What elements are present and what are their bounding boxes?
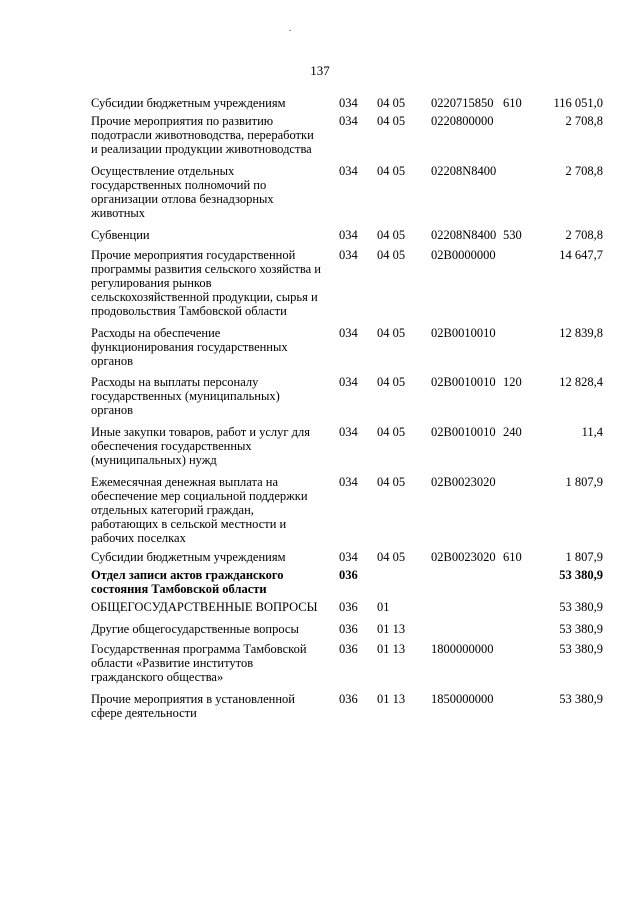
- row-name: Прочие мероприятия по развитию подотрасли животноводства, переработки и реализации продукции животноводства: [91, 114, 314, 156]
- row-rz: 04 05: [377, 475, 406, 489]
- row-ved: 034: [339, 375, 358, 389]
- row-rz: 04 05: [377, 375, 406, 389]
- row-sum: 2 708,8: [565, 114, 603, 128]
- row-ved: 036: [339, 622, 358, 636]
- row-sum: 116 051,0: [553, 96, 603, 110]
- row-csr: 02208N8400: [431, 164, 497, 178]
- row-ved: 034: [339, 164, 358, 178]
- row-name: Отдел записи актов гражданского состояния Тамбовской области: [91, 568, 284, 596]
- table-row: [0, 425, 640, 467]
- row-ved: 036: [339, 568, 358, 582]
- row-vr: 610: [503, 550, 522, 564]
- row-ved: 034: [339, 114, 358, 128]
- row-sum: 53 380,9: [559, 642, 603, 656]
- row-ved: 034: [339, 96, 358, 110]
- row-rz: 01: [377, 600, 390, 614]
- row-name: Осуществление отдельных государственных полномочий по организации отлова безнадзорных животных: [91, 164, 274, 220]
- row-name: Прочие мероприятия в установленной сфере деятельности: [91, 692, 295, 720]
- row-rz: 01 13: [377, 642, 406, 656]
- row-name: Другие общегосударственные вопросы: [91, 622, 299, 636]
- row-ved: 036: [339, 600, 358, 614]
- row-csr: 02В0010010: [431, 375, 496, 389]
- row-ved: 034: [339, 248, 358, 262]
- table-row: [0, 114, 640, 156]
- row-vr: 120: [503, 375, 522, 389]
- row-rz: 01 13: [377, 692, 406, 706]
- row-sum: 11,4: [581, 425, 603, 439]
- row-csr: 02208N8400: [431, 228, 497, 242]
- table-row: [0, 692, 640, 720]
- row-ved: 034: [339, 425, 358, 439]
- row-name: Расходы на выплаты персоналу государственных (муниципальных) органов: [91, 375, 280, 417]
- row-csr: 02В0000000: [431, 248, 496, 262]
- row-rz: 04 05: [377, 228, 406, 242]
- row-sum: 14 647,7: [559, 248, 603, 262]
- row-rz: 04 05: [377, 248, 406, 262]
- table-row: [0, 375, 640, 417]
- row-csr: 1800000000: [431, 642, 494, 656]
- table-row: [0, 96, 640, 110]
- row-name: Субвенции: [91, 228, 150, 242]
- row-sum: 53 380,9: [559, 600, 603, 614]
- row-ved: 034: [339, 550, 358, 564]
- row-name: Иные закупки товаров, работ и услуг для обеспечения государственных (муниципальных) нужд: [91, 425, 311, 467]
- table-row: [0, 550, 640, 564]
- row-sum: 53 380,9: [559, 692, 603, 706]
- row-vr: 240: [503, 425, 522, 439]
- row-rz: 04 05: [377, 164, 406, 178]
- row-sum: 1 807,9: [565, 475, 603, 489]
- row-sum: 12 839,8: [559, 326, 603, 340]
- table-row-department: [0, 568, 640, 596]
- row-rz: 01 13: [377, 622, 406, 636]
- row-name: ОБЩЕГОСУДАРСТВЕННЫЕ ВОПРОСЫ: [91, 600, 318, 614]
- budget-table: [0, 96, 640, 720]
- row-ved: 036: [339, 642, 358, 656]
- row-name: Государственная программа Тамбовской области «Развитие институтов гражданского общества»: [91, 642, 307, 684]
- row-name: Субсидии бюджетным учреждениям: [91, 96, 286, 110]
- row-ved: 034: [339, 228, 358, 242]
- row-csr: 02В0010010: [431, 326, 496, 340]
- row-csr: 0220800000: [431, 114, 494, 128]
- row-csr: 0220715850: [431, 96, 494, 110]
- row-rz: 04 05: [377, 96, 406, 110]
- row-rz: 04 05: [377, 550, 406, 564]
- row-csr: 02В0023020: [431, 475, 496, 489]
- table-row: [0, 600, 640, 614]
- row-name: Прочие мероприятия государственной программы развития сельского хозяйства и регулирования рынков сельскохозяйственной продукции, сырья и продовольствия Тамбовской области: [91, 248, 321, 318]
- row-sum: 53 380,9: [559, 568, 603, 582]
- row-sum: 53 380,9: [559, 622, 603, 636]
- table-row: [0, 326, 640, 368]
- table-row: [0, 642, 640, 684]
- row-rz: 04 05: [377, 326, 406, 340]
- row-name: Расходы на обеспечение функционирования государственных органов: [91, 326, 288, 368]
- row-csr: 02В0010010: [431, 425, 496, 439]
- table-row: [0, 228, 640, 242]
- page-number: 137: [310, 63, 330, 78]
- row-ved: 034: [339, 326, 358, 340]
- table-row: [0, 622, 640, 636]
- row-sum: 2 708,8: [565, 164, 603, 178]
- row-ved: 036: [339, 692, 358, 706]
- row-vr: 530: [503, 228, 522, 242]
- table-row: [0, 475, 640, 545]
- row-rz: 04 05: [377, 425, 406, 439]
- row-name: Субсидии бюджетным учреждениям: [91, 550, 286, 564]
- row-sum: 2 708,8: [565, 228, 603, 242]
- row-csr: 02В0023020: [431, 550, 496, 564]
- row-vr: 610: [503, 96, 522, 110]
- table-row: [0, 164, 640, 220]
- row-name: Ежемесячная денежная выплата на обеспечение мер социальной поддержки отдельных категорий граждан, работающих в сельской местности и рабочих поселках: [91, 475, 308, 545]
- row-csr: 1850000000: [431, 692, 494, 706]
- row-sum: 12 828,4: [559, 375, 603, 389]
- row-sum: 1 807,9: [565, 550, 603, 564]
- table-row: [0, 248, 640, 318]
- scan-dot: [289, 30, 291, 31]
- row-rz: 04 05: [377, 114, 406, 128]
- row-ved: 034: [339, 475, 358, 489]
